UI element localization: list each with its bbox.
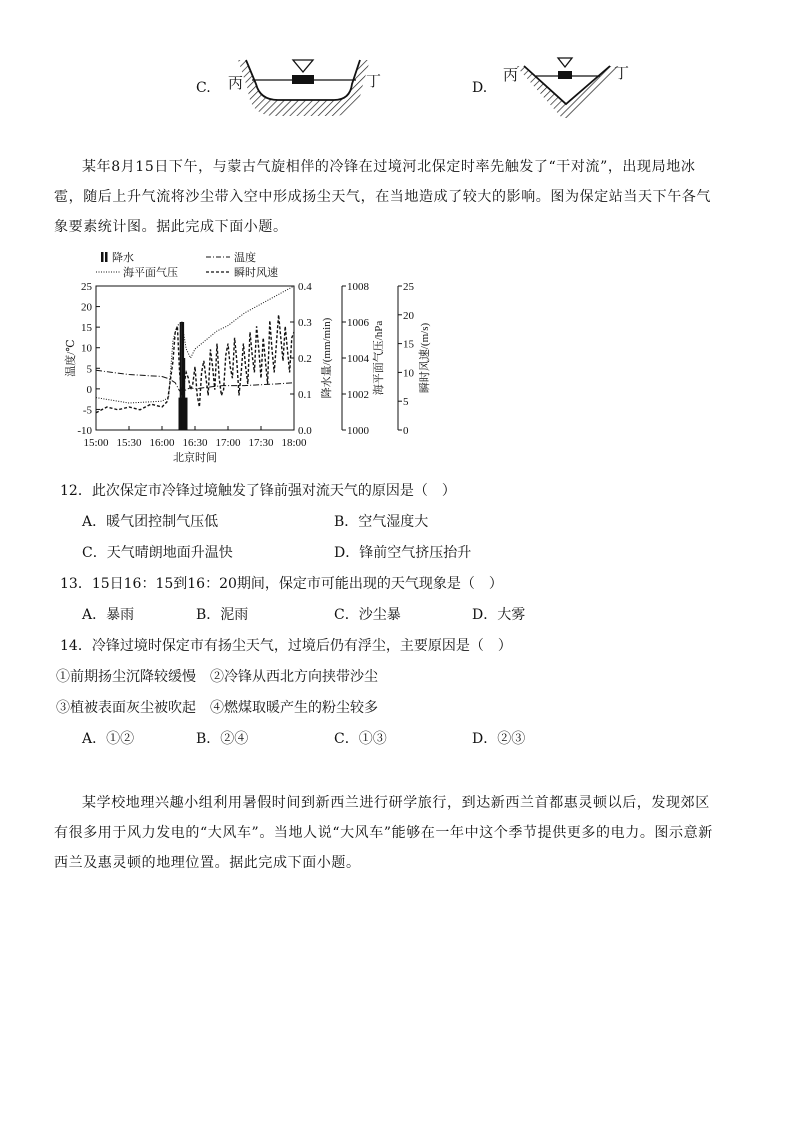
q13-option-a[interactable]: A．暴雨 (82, 607, 135, 623)
figure-d-channel-diagram (516, 54, 622, 120)
q14-option-d[interactable]: D．②③ (472, 731, 526, 747)
q13-stem: 13．15日16：15到16：20期间，保定市可能出现的天气现象是（ ） (60, 576, 503, 592)
temperature-tick-label: 25 (81, 281, 92, 293)
x-tick-label: 18:00 (281, 437, 307, 449)
precipitation-tick-label: 0.4 (298, 281, 312, 293)
figure-c-channel-diagram (224, 54, 374, 126)
temperature-tick-label: 15 (81, 322, 92, 335)
wind-tick-label: 25 (403, 281, 414, 293)
precip-bar (180, 322, 182, 430)
passage-1-text: 某年8月15日下午，与蒙古气旋相伴的冷锋在过境河北保定时率先触发了“干对流”，出现局地冰雹，随后上升气流将沙尘带入空中形成扬尘天气，在当地造成了较大的影响。图为保定站当天下午各气象要素统计图。据此完成下面小题。 (54, 159, 711, 235)
wind-tick-label: 20 (403, 309, 414, 322)
q14-option-b[interactable]: B．②④ (196, 731, 249, 747)
figure-d-right-bank: 丁 (614, 64, 630, 82)
x-tick-label: 15:30 (116, 437, 142, 449)
pressure-axis-label: 海平面气压/hPa (373, 320, 385, 396)
temperature-tick-label: 5 (86, 363, 92, 376)
figure-c-letter: C. (196, 80, 211, 96)
q13-option-c[interactable]: C．沙尘暴 (334, 607, 401, 623)
legend-precip-marker-2 (105, 252, 108, 262)
passage-1 (54, 152, 718, 242)
wind-tick-label: 0 (403, 425, 409, 437)
temperature-series-line (96, 370, 294, 391)
precipitation-tick-label: 0.2 (298, 353, 312, 365)
precipitation-tick-label: 0.1 (298, 389, 312, 401)
q12-option-c[interactable]: C．天气晴朗地面升温快 (82, 545, 233, 561)
wind-tick-label: 5 (403, 396, 409, 409)
q12-option-d[interactable]: D．锋前空气挤压抬升 (334, 545, 472, 561)
legend-precip-marker (101, 252, 104, 262)
precipitation-tick-label: 0.3 (298, 317, 312, 329)
legend-temp-label: 温度 (234, 252, 256, 264)
x-tick-label: 17:00 (215, 437, 241, 449)
temperature-tick-label: -10 (77, 425, 92, 437)
wind-tick-label: 15 (403, 338, 414, 351)
legend-wind-label: 瞬时风速 (234, 267, 278, 279)
wind-axis-label: 瞬时风速/(m/s) (419, 322, 431, 394)
precipitation-tick-label: 0.0 (298, 425, 312, 437)
x-tick-label: 15:00 (83, 437, 109, 449)
weather-elements-chart (56, 246, 436, 468)
x-tick-label: 17:30 (248, 437, 274, 449)
q14-stem: 14．冷锋过境时保定市有扬尘天气，过境后仍有浮尘，主要原因是（ ） (60, 638, 512, 654)
precip-bar (183, 358, 185, 430)
figure-c-left-bank: 丙 (228, 74, 244, 92)
x-tick-label: 16:30 (182, 437, 208, 449)
pressure-tick-label: 1004 (347, 353, 369, 365)
figure-c-right-bank: 丁 (366, 72, 382, 90)
x-tick-label: 16:00 (149, 437, 175, 449)
q12-stem: 12．此次保定市冷锋过境触发了锋前强对流天气的原因是（ ） (60, 483, 456, 499)
legend-pressure-label: 海平面气压 (123, 267, 178, 279)
q14-statements-2: ③植被表面灰尘被吹起 ④燃煤取暖产生的粉尘较多 (56, 700, 378, 716)
q12-option-a[interactable]: A．暖气团控制气压低 (82, 514, 219, 530)
temperature-tick-label: 10 (81, 342, 92, 355)
q14-statements-1: ①前期扬尘沉降较缓慢 ②冷锋从西北方向挟带沙尘 (56, 669, 378, 685)
temperature-tick-label: 20 (81, 301, 92, 314)
pressure-tick-label: 1000 (347, 425, 369, 437)
pressure-tick-label: 1006 (347, 317, 369, 329)
figure-d-letter: D. (472, 80, 488, 96)
q13-option-d[interactable]: D．大雾 (472, 607, 526, 623)
temperature-tick-label: -5 (82, 404, 92, 417)
q12-option-b[interactable]: B．空气湿度大 (334, 514, 429, 530)
pressure-tick-label: 1008 (347, 281, 369, 293)
precip-axis-label: 降水量/(mm/min) (321, 317, 333, 399)
pressure-tick-label: 1002 (347, 389, 369, 401)
temp-axis-label: 温度/℃ (65, 339, 77, 377)
q14-option-c[interactable]: C．①③ (334, 731, 387, 747)
passage-2-text: 某学校地理兴趣小组利用暑假时间到新西兰进行研学旅行，到达新西兰首都惠灵顿以后，发现郊区有很多用于风力发电的“大风车”。当地人说“大风车”能够在一年中这个季节提供更多的电力。图示意新西兰及惠灵顿的地理位置。据此完成下面小题。 (54, 795, 713, 871)
figure-d-left-bank: 丙 (503, 66, 519, 84)
legend-precip-label: 降水 (112, 252, 134, 264)
q14-option-a[interactable]: A．①② (82, 731, 135, 747)
temperature-tick-label: 0 (86, 383, 92, 396)
passage-2 (54, 788, 718, 878)
q13-option-b[interactable]: B．泥雨 (196, 607, 249, 623)
wind-speed-series-line (96, 315, 294, 413)
x-axis-label: 北京时间 (173, 452, 217, 464)
wind-tick-label: 10 (403, 367, 414, 380)
